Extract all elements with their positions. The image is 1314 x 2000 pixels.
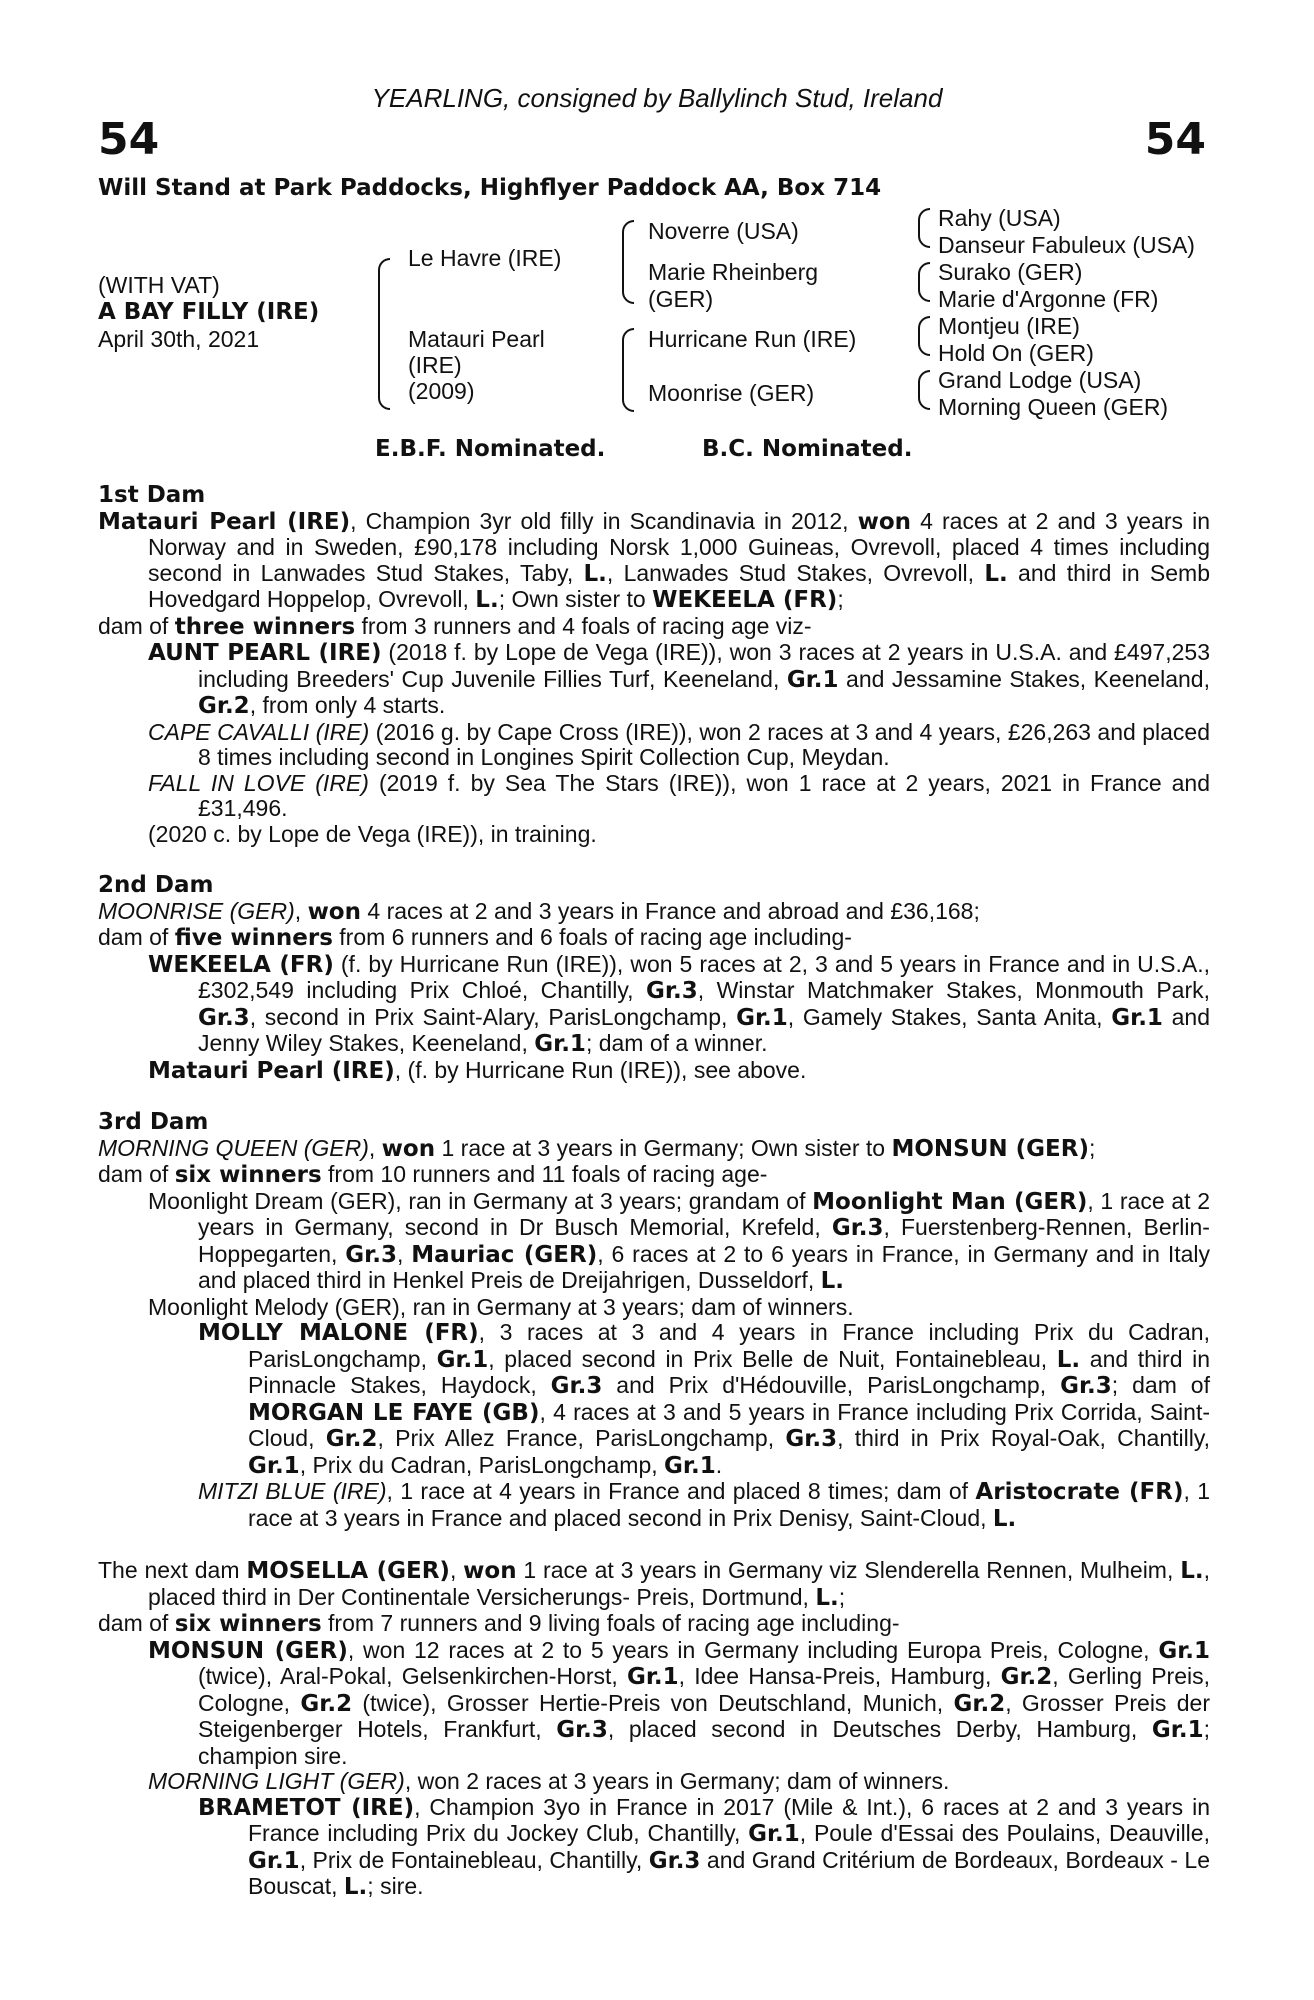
produce-cape-cavalli: CAPE CAVALLI (IRE) (2016 g. by Cape Cross (IRE)), won 2 races at 3 and 4 years, £26,263 and placed 8 times including second in Longines Spirit Collection Cup, Meydan. bbox=[148, 718, 1210, 770]
sss: Rahy (USA) bbox=[938, 205, 1061, 231]
first-dam-heading: 1st Dam bbox=[98, 482, 206, 508]
sdd: Marie d'Argonne (FR) bbox=[938, 286, 1159, 312]
produce-molly-malone: MOLLY MALONE (FR), 3 races at 3 and 4 years in France including Prix du Cadran, ParisLongchamp, Gr.1, placed second in Prix Belle de Nuit, Fontainebleau, L. and third in Pinnacle Stakes, Haydock, Gr.3 and Prix d'Hédouville, ParisLongchamp, Gr.3; dam of MORGAN LE FAYE (GB), 4 races at 3 and 5 years in France including Prix Corrida, Saint-Cloud, Gr.2, Prix Allez France, ParisLongchamp, Gr.3, third in Prix Royal-Oak, Chantilly, Gr.1, Prix du Cadran, ParisLongchamp, Gr.1. bbox=[198, 1319, 1211, 1479]
lot-number-left: 54 bbox=[98, 114, 160, 165]
sire-sire: Noverre (USA) bbox=[648, 218, 799, 244]
produce-matauri-pearl: Matauri Pearl (IRE), (f. by Hurricane Run (IRE)), see above. bbox=[148, 1056, 807, 1084]
sire-name: Le Havre (IRE) bbox=[408, 245, 562, 271]
first-dam-entry: Matauri Pearl (IRE), Champion 3yr old filly in Scandinavia in 2012, won 4 races at 2 and 3 years in Norway and in Sweden, £90,178 including Norsk 1,000 Guineas, Ovrevoll, placed 4 times including second in Lanwades Stud Stakes, Taby, L., Lanwades Stud Stakes, Ovrevoll, L. and third in Semb Hovedgard Hoppelop, Ovrevoll, L.; Own sister to WEKEELA (FR); bbox=[98, 507, 1210, 613]
dsd: Hold On (GER) bbox=[938, 340, 1094, 366]
produce-aunt-pearl: AUNT PEARL (IRE) (2018 f. by Lope de Vega (IRE)), won 3 races at 2 years in U.S.A. and £497,253 including Breeders' Cup Juvenile Fillies Turf, Keeneland, Gr.1 and Jessamine Stakes, Keeneland, Gr.2, from only 4 starts. bbox=[148, 639, 1210, 719]
sire-dam-line2: (GER) bbox=[648, 286, 714, 312]
produce-monsun: MONSUN (GER), won 12 races at 2 to 5 years in Germany including Europa Preis, Cologne, Gr.1 (twice), Aral-Pokal, Gelsenkirchen-Horst, Gr.1, Idee Hansa-Preis, Hamburg, Gr.2, Gerling Preis, Cologne, Gr.2 (twice), Grosser Hertie-Preis von Deutschland, Munich, Gr.2, Grosser Preis der Steigenberger Hotels, Frankfurt, Gr.3, placed second in Deutsches Derby, Hamburg, Gr.1; champion sire. bbox=[148, 1636, 1210, 1769]
horse-name: A BAY FILLY (IRE) bbox=[98, 299, 320, 325]
stand-location: Will Stand at Park Paddocks, Highflyer Paddock AA, Box 714 bbox=[98, 175, 882, 201]
dds: Grand Lodge (USA) bbox=[938, 367, 1142, 393]
brace-gen2-top bbox=[622, 220, 634, 304]
dam-name-line2: (IRE) bbox=[408, 352, 462, 378]
first-dam-produce-summary: dam of three winners from 3 runners and 4 foals of racing age viz- bbox=[98, 612, 812, 640]
produce-moonlight-dream: Moonlight Dream (GER), ran in Germany at 3 years; grandam of Moonlight Man (GER), 1 race at 2 years in Germany, second in Dr Busch Memorial, Krefeld, Gr.3, Fuerstenberg-Rennen, Berlin-Hoppegarten, Gr.3, Mauriac (GER), 6 races at 2 to 6 years in France, in Germany and in Italy and placed third in Henkel Preis de Dreijahrigen, Dusseldorf, L. bbox=[148, 1187, 1211, 1294]
sds: Surako (GER) bbox=[938, 259, 1083, 285]
brace-gen1 bbox=[378, 258, 390, 410]
third-dam-entry: MORNING QUEEN (GER), won 1 race at 3 years in Germany; Own sister to MONSUN (GER); bbox=[98, 1134, 1096, 1162]
next-dam-produce-summary: dam of six winners from 7 runners and 9 living foals of racing age including- bbox=[98, 1610, 900, 1637]
dam-name-line1: Matauri Pearl bbox=[408, 326, 545, 352]
produce-fall-in-love: FALL IN LOVE (IRE) (2019 f. by Sea The Stars (IRE)), won 1 race at 2 years, 2021 in France and £31,496. bbox=[148, 769, 1211, 821]
produce-brametot: BRAMETOT (IRE), Champion 3yo in France in 2017 (Mile & Int.), 6 races at 2 and 3 years in France including Prix du Jockey Club, Chantilly, Gr.1, Poule d'Essai des Poulains, Deauville, Gr.1, Prix de Fontainebleau, Chantilly, Gr.3 and Grand Critérium de Bordeaux, Bordeaux - Le Bouscat, L.; sire. bbox=[198, 1793, 1210, 1900]
produce-mitzi-blue: MITZI BLUE (IRE), 1 race at 4 years in France and placed 8 times; dam of Aristocrate (FR), 1 race at 3 years in France and placed second in Prix Denisy, Saint-Cloud, L. bbox=[198, 1478, 1210, 1532]
ssd: Danseur Fabuleux (USA) bbox=[938, 232, 1195, 258]
dss: Montjeu (IRE) bbox=[938, 313, 1080, 339]
vat-note: (WITH VAT) bbox=[98, 272, 220, 298]
foaling-date: April 30th, 2021 bbox=[98, 326, 260, 352]
second-dam-heading: 2nd Dam bbox=[98, 872, 214, 898]
produce-morning-light: MORNING LIGHT (GER), won 2 races at 3 years in Germany; dam of winners. bbox=[148, 1768, 950, 1794]
third-dam-heading: 3rd Dam bbox=[98, 1109, 209, 1135]
brace-gen3-1 bbox=[918, 208, 930, 248]
produce-moonlight-melody: Moonlight Melody (GER), ran in Germany at 3 years; dam of winners. bbox=[148, 1293, 854, 1320]
produce-2020-colt: (2020 c. by Lope de Vega (IRE)), in training. bbox=[148, 820, 597, 847]
bc-nomination: B.C. Nominated. bbox=[702, 436, 913, 462]
ddd: Morning Queen (GER) bbox=[938, 394, 1169, 420]
dam-year: (2009) bbox=[408, 378, 475, 404]
sire-dam-line1: Marie Rheinberg bbox=[648, 259, 819, 285]
dam-dam: Moonrise (GER) bbox=[648, 380, 815, 406]
catalogue-body bbox=[98, 483, 1210, 1901]
brace-gen2-bottom bbox=[622, 328, 634, 412]
second-dam-entry: MOONRISE (GER), won 4 races at 2 and 3 years in France and abroad and £36,168; bbox=[98, 897, 980, 925]
lot-number-right: 54 bbox=[1144, 114, 1206, 165]
brace-gen3-2 bbox=[918, 262, 930, 302]
produce-wekeela: WEKEELA (FR) (f. by Hurricane Run (IRE)), won 5 races at 2, 3 and 5 years in France and in U.S.A., £302,549 including Prix Chloé, Chantilly, Gr.3, Winstar Matchmaker Stakes, Monmouth Park, Gr.3, second in Prix Saint-Alary, ParisLongchamp, Gr.1, Gamely Stakes, Santa Anita, Gr.1 and Jenny Wiley Stakes, Keeneland, Gr.1; dam of a winner. bbox=[148, 950, 1211, 1057]
next-dam-entry: The next dam MOSELLA (GER), won 1 race at 3 years in Germany viz Slenderella Rennen, Mulheim, L., placed third in Der Continentale Versicherungs- Preis, Dortmund, L.; bbox=[98, 1557, 1210, 1611]
dam-sire: Hurricane Run (IRE) bbox=[648, 326, 857, 352]
consignment-line: YEARLING, consigned by Ballylinch Stud, Ireland bbox=[371, 83, 943, 113]
ebf-nomination: E.B.F. Nominated. bbox=[375, 436, 606, 462]
brace-gen3-3 bbox=[918, 316, 930, 356]
third-dam-produce-summary: dam of six winners from 10 runners and 11 foals of racing age- bbox=[98, 1161, 768, 1188]
brace-gen3-4 bbox=[918, 370, 930, 410]
second-dam-produce-summary: dam of five winners from 6 runners and 6 foals of racing age including- bbox=[98, 924, 852, 951]
